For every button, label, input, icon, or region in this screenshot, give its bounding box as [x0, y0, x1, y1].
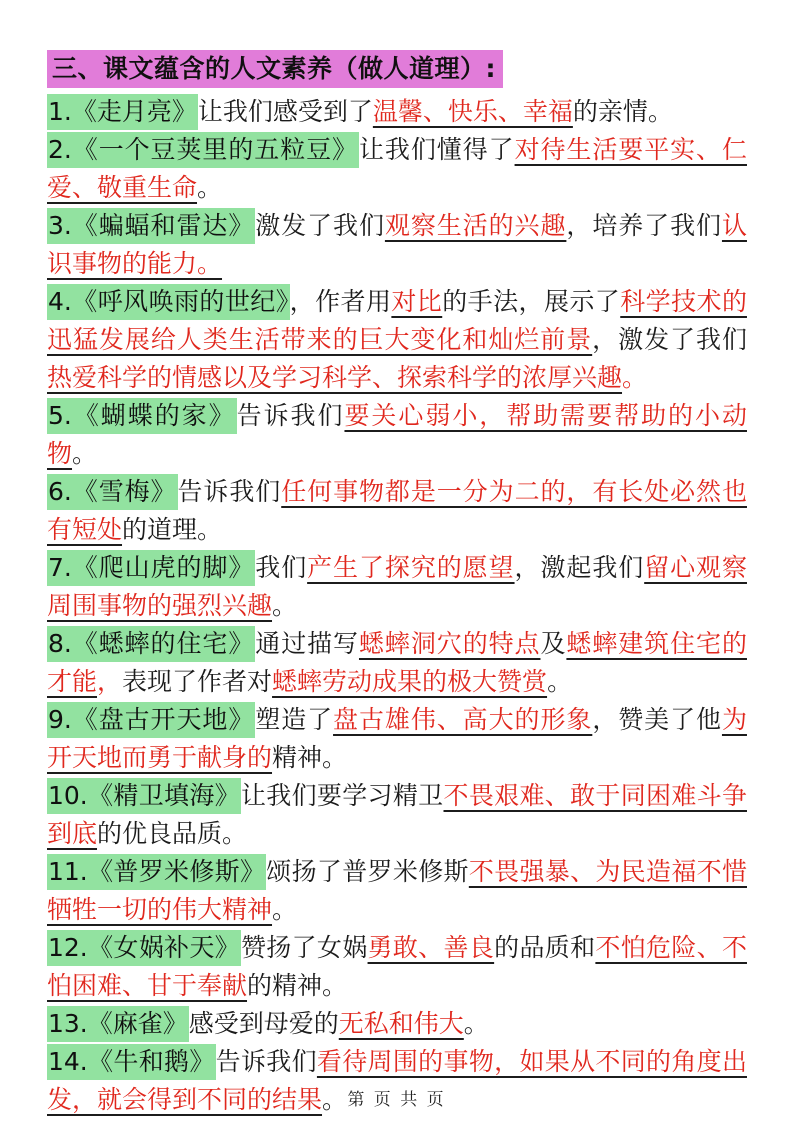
section-title: 三、课文蕴含的人文素养（做人道理）:	[47, 50, 503, 88]
item-text: 塑造了	[255, 705, 334, 734]
item-text: 让我们感受到了	[197, 97, 373, 126]
list-item	[47, 625, 747, 701]
item-text: 的精神。	[247, 971, 348, 1000]
key-phrase-underlined: 不畏强暴、为民造福不惜牺牲一切的伟大精神	[47, 857, 747, 924]
list-item	[47, 777, 747, 853]
item-text: 及	[540, 629, 567, 658]
item-text: 激发了我们	[255, 211, 385, 240]
item-text: 感受到母爱的	[188, 1009, 339, 1038]
list-item	[47, 701, 747, 777]
item-text: 的品质和	[494, 933, 596, 962]
key-phrase-underlined: 要关心弱小，帮助需要帮助的小动物	[47, 401, 747, 468]
key-phrase-underlined: 不怕危险、不怕困难、甘于奉献	[47, 933, 747, 1000]
item-number-and-book-title: 4.《呼风唤雨的世纪》	[47, 284, 290, 320]
list-item	[47, 473, 747, 549]
item-number-and-book-title: 2.《一个豆荚里的五粒豆》	[47, 132, 359, 168]
item-text: 颂扬了普罗米修斯	[266, 857, 469, 886]
key-phrase-underlined: 留心观察周围事物的强烈兴趣	[47, 553, 747, 620]
item-text: 告诉我们	[177, 477, 282, 506]
key-phrase-underlined: 热爱科学的情感以及学习科学、探索科学的浓厚兴趣	[47, 363, 623, 392]
key-phrase-underlined: 蟋蟀洞穴的特点	[358, 629, 541, 658]
item-text: 。	[272, 591, 298, 620]
item-text: ，激发了我们	[592, 325, 747, 354]
item-text: ，激起我们	[514, 553, 645, 582]
list-item	[47, 853, 747, 929]
item-number-and-book-title: 9.《盘古开天地》	[47, 702, 255, 738]
item-text: 。	[72, 439, 98, 468]
key-phrase-underlined: 认识事物的能力。	[47, 211, 747, 278]
key-phrase-underlined: 对待生活要平实、仁爱、敬重生命	[47, 135, 747, 202]
item-number-and-book-title: 3.《蝙蝠和雷达》	[47, 208, 255, 244]
key-phrase-underlined: 看待周围的事物，如果从不同的角度出发，就会得到不同的结果	[47, 1047, 747, 1114]
item-text: 。	[547, 667, 573, 696]
item-text: 告诉我们	[236, 401, 345, 430]
key-phrase-underlined: 温馨、快乐、幸福	[372, 97, 573, 126]
content-area	[47, 50, 747, 1119]
item-text: 。	[322, 1085, 348, 1114]
item-text: 。	[272, 895, 298, 924]
content-list	[47, 93, 747, 1119]
list-item	[47, 207, 747, 283]
list-item	[47, 283, 747, 397]
item-number-and-book-title: 7.《爬山虎的脚》	[47, 550, 255, 586]
list-item	[47, 93, 747, 131]
item-number-and-book-title: 12.《女娲补天》	[47, 930, 241, 966]
key-phrase-underlined: 对比	[391, 287, 443, 316]
item-number-and-book-title: 1.《走月亮》	[47, 94, 198, 130]
item-number-and-book-title: 11.《普罗米修斯》	[47, 854, 266, 890]
item-text: 的优良品质。	[97, 819, 248, 848]
key-phrase-underlined: 蟋蟀建筑住宅的才能	[47, 629, 747, 696]
item-text: ，培养了我们	[566, 211, 722, 240]
item-number-and-book-title: 13.《麻雀》	[47, 1006, 189, 1042]
key-phrase-underlined: 不畏艰难、敢于同困难斗争到底	[47, 781, 747, 848]
key-phrase-underlined: 勇敢、善良	[367, 933, 495, 962]
key-phrase: 。	[622, 363, 648, 392]
item-number-and-book-title: 6.《雪梅》	[47, 474, 178, 510]
item-text: 赞扬了女娲	[240, 933, 368, 962]
item-text: ，作者用	[289, 287, 392, 316]
item-text: 。	[463, 1009, 489, 1038]
key-phrase-underlined: 科学技术的迅猛发展给人类生活带来的巨大变化和灿烂前景	[47, 287, 747, 354]
list-item	[47, 1005, 747, 1043]
key-phrase-underlined: 蟋蟀劳动成果的极大赞赏	[272, 667, 548, 696]
key-phrase-underlined: 任何事物都是一分为二的，有长处必然也有短处	[47, 477, 747, 544]
key-phrase-underlined: 产生了探究的愿望	[307, 553, 515, 582]
item-text: 告诉我们	[215, 1047, 317, 1076]
item-number-and-book-title: 8.《蟋蟀的住宅》	[47, 626, 255, 662]
item-text: 让我们懂得了	[358, 135, 515, 164]
item-text: 让我们要学习精卫	[240, 781, 444, 810]
item-text: 的道理。	[122, 515, 223, 544]
key-phrase-underlined: 为开天地而勇于献身的	[47, 705, 747, 772]
item-text: 表现了作者对	[122, 667, 273, 696]
item-text: ，赞美了他	[592, 705, 722, 734]
item-text: 的亲情。	[572, 97, 673, 126]
item-text: 。	[197, 173, 223, 202]
item-text: 通过描写	[255, 629, 359, 658]
list-item	[47, 397, 747, 473]
list-item	[47, 549, 747, 625]
item-number-and-book-title: 10.《精卫填海》	[47, 778, 241, 814]
item-number-and-book-title: 5.《蝴蝶的家》	[47, 398, 237, 434]
item-text: 精神。	[272, 743, 348, 772]
item-text: 的手法，展示了	[442, 287, 621, 316]
list-item	[47, 131, 747, 207]
list-item	[47, 929, 747, 1005]
key-phrase: ，	[97, 667, 123, 696]
key-phrase-underlined: 观察生活的兴趣	[384, 211, 567, 240]
page-footer: 第 页 共 页	[347, 1090, 446, 1110]
item-number-and-book-title: 14.《牛和鹅》	[47, 1044, 216, 1080]
item-text: 我们	[255, 553, 308, 582]
key-phrase-underlined: 盘古雄伟、高大的形象	[333, 705, 593, 734]
key-phrase-underlined: 无私和伟大	[338, 1009, 464, 1038]
